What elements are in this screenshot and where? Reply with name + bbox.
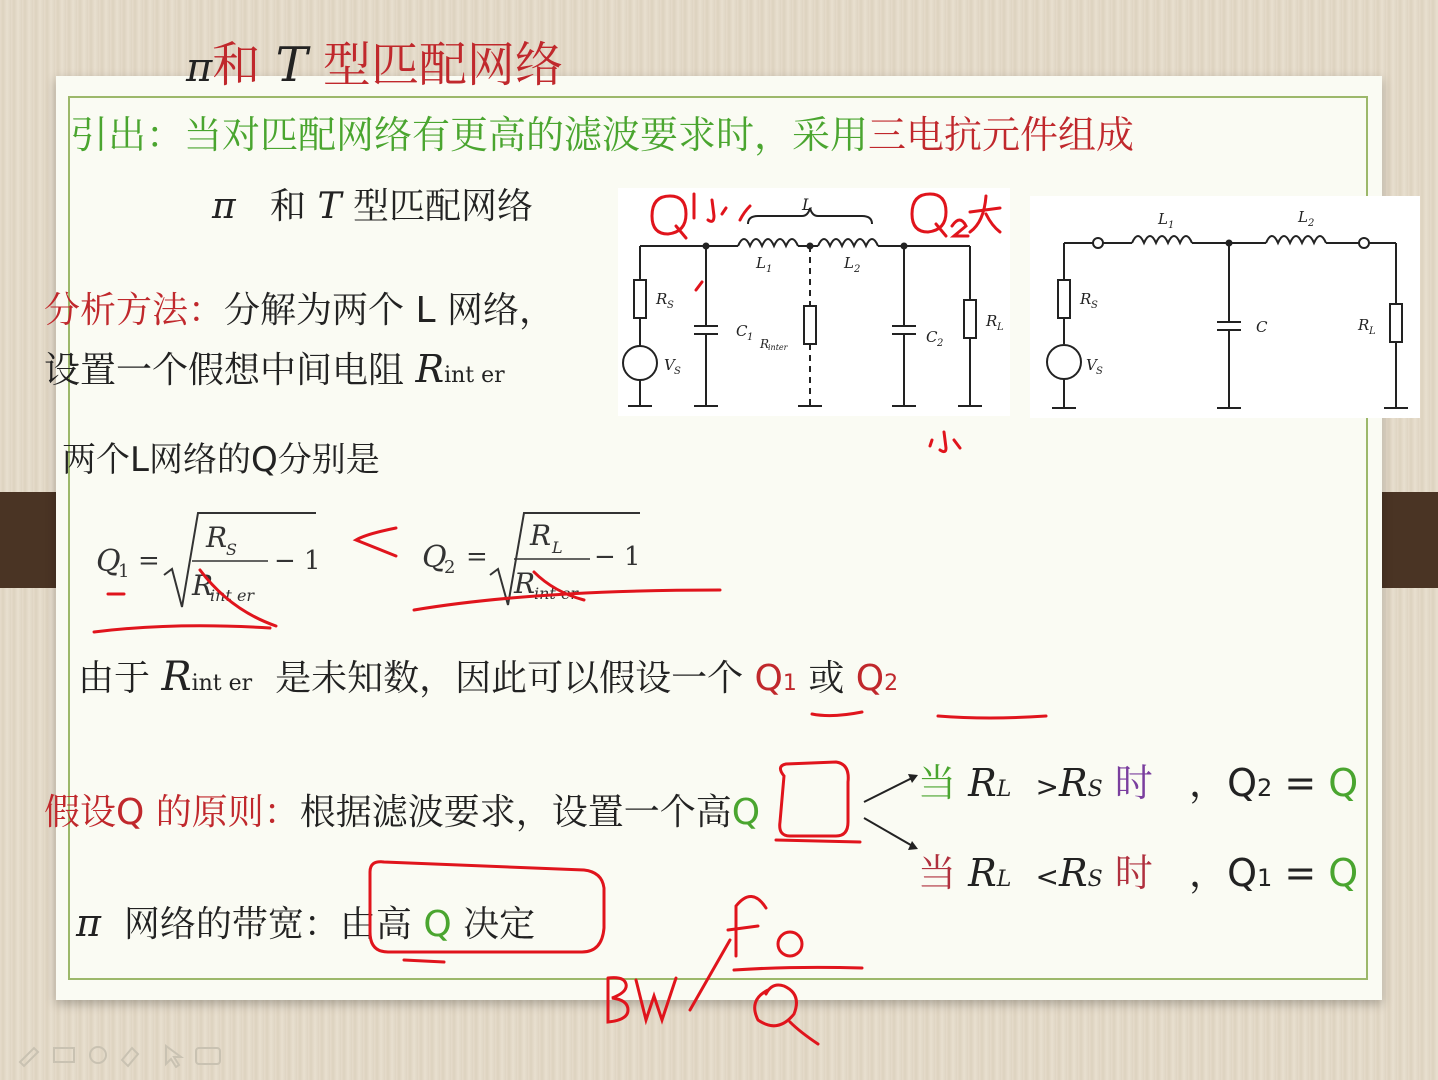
case2-q-sub: 1 xyxy=(1256,864,1273,892)
method-text: 分解为两个 L 网络， xyxy=(224,290,555,331)
intro-highlight: 三电抗元件组成 xyxy=(868,113,1135,157)
formula1-num-sub: S xyxy=(226,540,237,559)
camera-icon[interactable] xyxy=(196,1048,220,1064)
case2-rl: R xyxy=(968,851,997,895)
t-l2-label: L xyxy=(1298,208,1308,226)
pi-c1-sub: 1 xyxy=(747,332,754,343)
unknown-q1: Q xyxy=(754,658,783,699)
slide-icon[interactable] xyxy=(54,1048,74,1062)
principle-text: 根据滤波要求，设置一个高 xyxy=(299,792,732,833)
bandwidth-by: 由高 xyxy=(339,904,412,945)
t-l1-label: L xyxy=(1158,210,1168,228)
case1-when: 当 xyxy=(918,761,957,805)
r-inter-sub: int er xyxy=(444,363,505,388)
unknown-r: R xyxy=(161,654,192,700)
case2-compare: < xyxy=(1035,860,1059,893)
t-vs-label: V xyxy=(1086,356,1097,374)
t-vs-sub: S xyxy=(1096,366,1103,377)
formula2-equals: = xyxy=(466,542,488,572)
t-rl-label: R xyxy=(1358,316,1370,334)
unknown-prefix: 由于 xyxy=(78,658,151,699)
pen-icon[interactable] xyxy=(20,1048,38,1066)
bandwidth-text: 网络的带宽： xyxy=(123,904,340,945)
bandwidth-decide: 决定 xyxy=(463,904,536,945)
formula2-q-sub: 2 xyxy=(444,557,456,578)
pi-rinter-sub: inter xyxy=(768,343,788,352)
formula2-den: R xyxy=(514,567,536,600)
case2-result: Q xyxy=(1328,851,1359,895)
case2-rs-sub: S xyxy=(1087,867,1103,892)
method-line2-text: 设置一个假想中间电阻 xyxy=(44,350,405,391)
case2-when: 当 xyxy=(918,851,957,895)
formula1-den: R xyxy=(192,569,214,602)
title-pi: π xyxy=(186,45,213,91)
formula1-equals: = xyxy=(138,546,160,576)
case1-compare: > xyxy=(1035,770,1059,803)
formula2-num-sub: L xyxy=(552,538,563,557)
pi-vs-sub: S xyxy=(674,366,681,377)
presentation-toolbar xyxy=(14,1040,234,1068)
pi-rl-sub: L xyxy=(997,322,1004,333)
t-l2-sub: 2 xyxy=(1308,218,1315,229)
case2-time: 时 xyxy=(1114,851,1153,895)
formula1-minus-one: − 1 xyxy=(274,546,321,576)
intro-prefix: 引出：当对匹配网络有更高的滤波要求时，采用 xyxy=(70,113,869,157)
t-rs-label: R xyxy=(1080,290,1092,308)
subtitle-rest: 型匹配网络 xyxy=(352,186,533,227)
pi-l2-sub: 2 xyxy=(854,264,861,275)
formula1-q-sub: 1 xyxy=(118,561,130,582)
pi-rl-label: R xyxy=(986,312,998,330)
case2-rl-sub: L xyxy=(996,867,1012,892)
principle-q: Q xyxy=(731,792,761,833)
bandwidth-pi: π xyxy=(76,901,101,945)
unknown-or: 或 xyxy=(808,658,845,699)
title-rest: 型匹配网络 xyxy=(322,37,563,93)
bandwidth-q: Q xyxy=(423,904,452,945)
subtitle-and: 和 xyxy=(270,186,307,227)
unknown-r-sub: int er xyxy=(191,671,253,696)
case1-rl: R xyxy=(968,761,997,805)
pointer-icon[interactable] xyxy=(166,1046,181,1067)
subtitle-t: T xyxy=(317,186,342,227)
pi-vs-label: V xyxy=(664,356,675,374)
case1-rs: R xyxy=(1058,761,1088,805)
formula1-q: Q xyxy=(96,544,121,579)
title-and: 和 xyxy=(212,37,261,93)
unknown-q2: Q xyxy=(855,658,885,699)
formula2-den-sub: int er xyxy=(534,584,579,603)
case2-q: Q xyxy=(1227,851,1257,895)
r-inter-symbol: R xyxy=(415,347,445,391)
case1-q-sub: 2 xyxy=(1256,774,1273,802)
t-c-label: C xyxy=(1256,318,1268,336)
case1-result: Q xyxy=(1328,761,1359,805)
pi-c1-label: C xyxy=(736,322,748,340)
unknown-mid: 是未知数，因此可以假设一个 xyxy=(275,658,744,699)
t-l1-sub: 1 xyxy=(1168,220,1175,231)
method-label: 分析方法： xyxy=(44,290,225,331)
case1-comma: ， xyxy=(1189,761,1228,805)
pi-l2-label: L xyxy=(844,254,854,272)
pi-rs-label: R xyxy=(656,290,668,308)
case1-equals: = xyxy=(1284,761,1317,805)
case2-comma: ， xyxy=(1189,851,1228,895)
case1-q: Q xyxy=(1227,761,1257,805)
eraser-icon[interactable] xyxy=(122,1048,138,1066)
circle-icon[interactable] xyxy=(90,1047,106,1063)
case2-equals: = xyxy=(1284,851,1317,895)
principle-label: 假设Q 的原则： xyxy=(44,792,300,833)
formula1-den-sub: int er xyxy=(210,586,255,605)
unknown-q1-sub: 1 xyxy=(782,671,797,696)
case1-rs-sub: S xyxy=(1087,777,1103,802)
q-each-heading: 两个L网络的Q分别是 xyxy=(62,440,380,480)
case2-rs: R xyxy=(1058,851,1088,895)
formula2-q: Q xyxy=(422,540,447,575)
pi-c2-sub: 2 xyxy=(937,338,944,349)
pi-c2-label: C xyxy=(926,328,938,346)
t-rl-sub: L xyxy=(1369,326,1376,337)
pi-l1-label: L xyxy=(756,254,766,272)
title-t: T xyxy=(275,37,308,93)
formula2-num: R xyxy=(530,519,552,552)
pi-l1-sub: 1 xyxy=(766,264,773,275)
formula1-num: R xyxy=(206,521,228,554)
pi-rinter-label: R xyxy=(760,337,770,351)
case1-time: 时 xyxy=(1114,761,1153,805)
pi-l-label: L xyxy=(802,195,813,214)
pi-rs-sub: S xyxy=(667,300,674,311)
t-rs-sub: S xyxy=(1091,300,1098,311)
subtitle-pi: π xyxy=(212,186,236,227)
formula2-minus-one: − 1 xyxy=(594,542,641,572)
case1-rl-sub: L xyxy=(996,777,1012,802)
unknown-q2-sub: 2 xyxy=(884,671,899,696)
